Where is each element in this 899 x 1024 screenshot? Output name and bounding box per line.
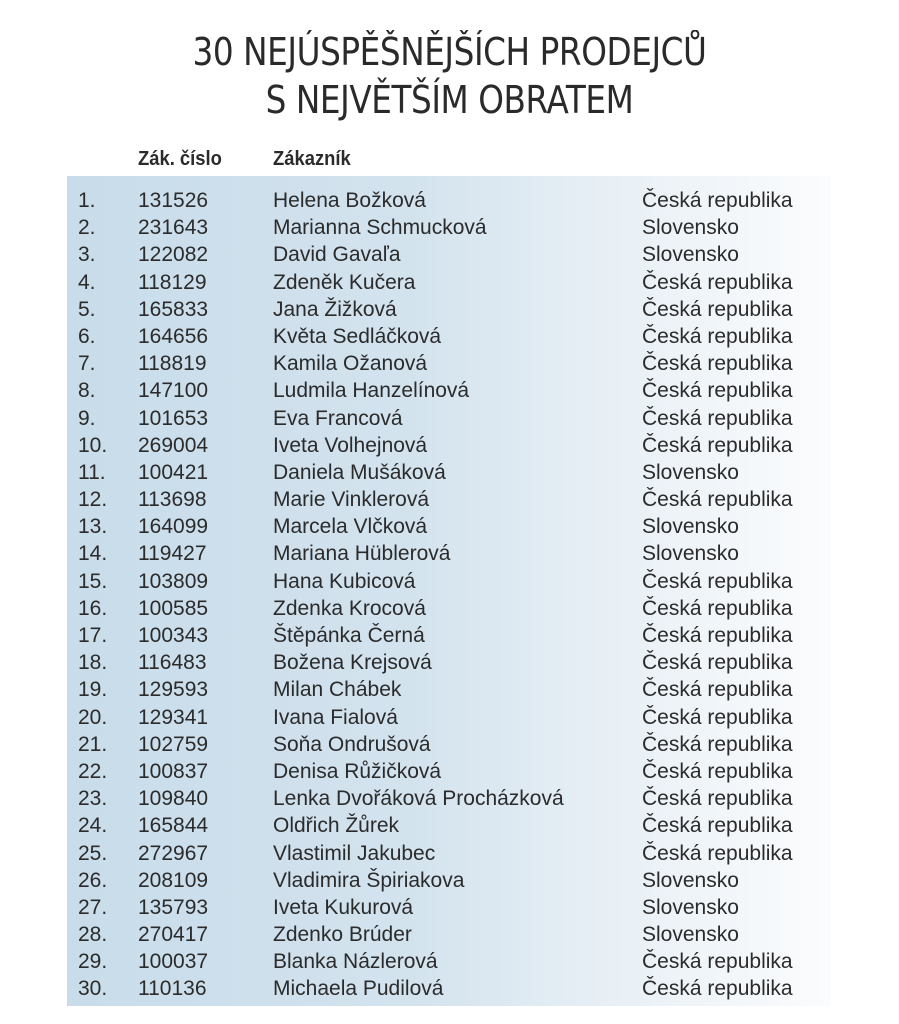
table-row	[0, 894, 899, 921]
row-rank: 4.	[78, 270, 96, 294]
row-country: Česká republika	[642, 433, 793, 457]
table-row	[0, 785, 899, 812]
row-customer-number: 119427	[138, 542, 207, 566]
row-country: Česká republika	[642, 759, 793, 783]
table-row	[0, 214, 899, 241]
row-country: Česká republika	[642, 705, 793, 729]
row-rank: 16.	[78, 596, 108, 620]
table-row	[0, 377, 899, 404]
row-rank: 26.	[78, 868, 108, 892]
row-customer-number: 100837	[138, 759, 209, 783]
table-row	[0, 459, 899, 486]
row-country: Slovensko	[642, 460, 739, 484]
row-country: Česká republika	[642, 787, 793, 811]
table-row	[0, 649, 899, 676]
table-row	[0, 731, 899, 758]
row-customer-number: 100585	[138, 596, 209, 620]
row-customer-number: 116483	[138, 651, 207, 675]
row-customer-number: 100343	[138, 624, 209, 647]
row-customer-name: Denisa Růžičková	[273, 759, 442, 783]
row-country: Česká republika	[642, 270, 793, 294]
row-country: Česká republika	[642, 977, 793, 1001]
row-country: Česká republika	[642, 814, 793, 838]
row-customer-name: Blanka Názlerová	[273, 950, 438, 974]
row-customer-name: Květa Sedláčková	[273, 324, 442, 348]
row-customer-number: 131526	[138, 189, 209, 212]
table-row	[0, 758, 899, 785]
row-rank: 8.	[78, 379, 96, 403]
row-country: Česká republika	[642, 596, 793, 620]
table-row	[0, 676, 899, 703]
row-rank: 14.	[78, 542, 108, 566]
row-customer-number: 164099	[138, 515, 209, 539]
row-customer-number: 147100	[138, 379, 209, 403]
row-customer-number: 164656	[138, 324, 209, 348]
table-row	[0, 241, 899, 268]
title-line-1: 30 NEJÚSPĚŠNĚJŠÍCH PRODEJCŮ	[192, 30, 707, 74]
row-rank: 17.	[78, 624, 108, 647]
row-customer-name: David Gavaľa	[273, 243, 401, 267]
row-customer-name: Milan Chábek	[273, 678, 402, 702]
table-row	[0, 840, 899, 867]
row-country: Česká republika	[642, 379, 793, 403]
row-customer-number: 118129	[138, 270, 207, 294]
table-body	[0, 187, 899, 1003]
row-rank: 23.	[78, 787, 108, 811]
row-rank: 10.	[78, 433, 108, 457]
row-customer-name: Štěpánka Černá	[273, 624, 425, 647]
row-rank: 2.	[78, 216, 96, 240]
row-customer-number: 208109	[138, 868, 209, 892]
row-rank: 21.	[78, 732, 108, 756]
row-rank: 28.	[78, 923, 108, 947]
row-customer-name: Božena Krejsová	[273, 651, 432, 675]
row-country: Česká republika	[642, 569, 793, 593]
row-country: Česká republika	[642, 624, 793, 647]
row-customer-name: Helena Božková	[273, 189, 426, 212]
table-row	[0, 432, 899, 459]
table-row	[0, 812, 899, 839]
row-country: Česká republika	[642, 352, 793, 376]
row-customer-name: Eva Francová	[273, 406, 403, 430]
table-row	[0, 921, 899, 948]
row-rank: 3.	[78, 243, 96, 267]
row-customer-number: 135793	[138, 895, 209, 919]
row-country: Slovensko	[642, 216, 739, 240]
row-customer-name: Vladimira Špiriakova	[273, 868, 465, 892]
row-rank: 29.	[78, 950, 108, 974]
row-country: Česká republika	[642, 324, 793, 348]
row-customer-name: Marie Vinklerová	[273, 488, 430, 512]
row-customer-name: Lenka Dvořáková Procházková	[273, 787, 564, 811]
row-customer-number: 110136	[138, 977, 207, 1001]
row-rank: 11.	[78, 460, 106, 484]
row-customer-name: Oldřich Žůrek	[273, 814, 400, 838]
row-customer-number: 231643	[138, 216, 209, 240]
table-row	[0, 704, 899, 731]
row-country: Česká republika	[642, 488, 793, 512]
row-country: Slovensko	[642, 542, 739, 566]
row-country: Česká republika	[642, 297, 793, 321]
row-customer-name: Hana Kubicová	[273, 569, 416, 593]
row-customer-name: Michaela Pudilová	[273, 977, 444, 1001]
table-row	[0, 948, 899, 975]
row-customer-name: Soňa Ondrušová	[273, 732, 431, 756]
row-customer-name: Zdenko Brúder	[273, 923, 412, 947]
row-country: Česká republika	[642, 841, 793, 865]
row-customer-number: 122082	[138, 243, 209, 267]
row-rank: 30.	[78, 977, 108, 1001]
header-customer: Zákazník	[273, 148, 351, 170]
row-rank: 1.	[78, 189, 96, 212]
row-customer-number: 100037	[138, 950, 209, 974]
row-country: Slovensko	[642, 243, 739, 267]
row-rank: 19.	[78, 678, 108, 702]
row-customer-name: Ivana Fialová	[273, 705, 398, 729]
table-row	[0, 486, 899, 513]
row-rank: 24.	[78, 814, 108, 838]
row-customer-name: Vlastimil Jakubec	[273, 841, 436, 865]
row-customer-name: Daniela Mušáková	[273, 460, 446, 484]
table-row	[0, 568, 899, 595]
row-customer-name: Jana Žižková	[273, 297, 397, 321]
row-customer-number: 165844	[138, 814, 209, 838]
table-row	[0, 513, 899, 540]
row-country: Slovensko	[642, 515, 739, 539]
row-rank: 15.	[78, 569, 108, 593]
row-country: Česká republika	[642, 406, 793, 430]
row-customer-number: 165833	[138, 297, 209, 321]
row-customer-number: 100421	[138, 460, 209, 484]
row-rank: 13.	[78, 515, 108, 539]
row-customer-number: 109840	[138, 787, 209, 811]
table-row	[0, 187, 899, 214]
row-customer-name: Zdenka Krocová	[273, 596, 426, 620]
table-row	[0, 350, 899, 377]
row-rank: 27.	[78, 895, 108, 919]
row-customer-number: 113698	[138, 488, 207, 512]
row-country: Slovensko	[642, 923, 739, 947]
row-rank: 12.	[78, 488, 108, 512]
table-row	[0, 975, 899, 1002]
row-country: Slovensko	[642, 868, 739, 892]
table-row	[0, 296, 899, 323]
row-country: Česká republika	[642, 732, 793, 756]
table-row	[0, 595, 899, 622]
row-rank: 25.	[78, 841, 108, 865]
row-rank: 6.	[78, 324, 96, 348]
page-title	[63, 28, 836, 124]
row-customer-name: Marianna Schmucková	[273, 216, 487, 240]
table-header	[0, 148, 899, 176]
row-country: Slovensko	[642, 895, 739, 919]
row-customer-number: 118819	[138, 352, 207, 376]
table-row	[0, 323, 899, 350]
row-customer-number: 272967	[138, 841, 209, 865]
table-row	[0, 269, 899, 296]
row-country: Česká republika	[642, 678, 793, 702]
row-customer-name: Ludmila Hanzelínová	[273, 379, 470, 403]
table-row	[0, 867, 899, 894]
row-customer-name: Marcela Vlčková	[273, 515, 428, 539]
row-customer-name: Mariana Hüblerová	[273, 542, 451, 566]
row-country: Česká republika	[642, 651, 793, 675]
table-row	[0, 622, 899, 649]
row-customer-number: 269004	[138, 433, 209, 457]
row-customer-number: 102759	[138, 732, 209, 756]
title-line-2: S NEJVĚTŠÍM OBRATEM	[265, 78, 634, 122]
table-row	[0, 540, 899, 567]
row-customer-name: Iveta Kukurová	[273, 895, 414, 919]
row-customer-number: 129593	[138, 678, 209, 702]
row-customer-name: Zdeněk Kučera	[273, 270, 416, 294]
row-country: Česká republika	[642, 189, 793, 212]
header-customer-number: Zák. číslo	[138, 148, 222, 170]
row-customer-name: Iveta Volhejnová	[273, 433, 428, 457]
row-customer-number: 101653	[138, 406, 209, 430]
row-customer-number: 270417	[138, 923, 209, 947]
row-rank: 20.	[78, 705, 108, 729]
row-rank: 9.	[78, 406, 96, 430]
row-customer-number: 129341	[138, 705, 209, 729]
row-rank: 7.	[78, 352, 96, 376]
row-rank: 22.	[78, 759, 108, 783]
row-customer-number: 103809	[138, 569, 209, 593]
row-rank: 18.	[78, 651, 108, 675]
row-country: Česká republika	[642, 950, 793, 974]
row-customer-name: Kamila Ožanová	[273, 352, 428, 376]
table-row	[0, 405, 899, 432]
row-rank: 5.	[78, 297, 96, 321]
